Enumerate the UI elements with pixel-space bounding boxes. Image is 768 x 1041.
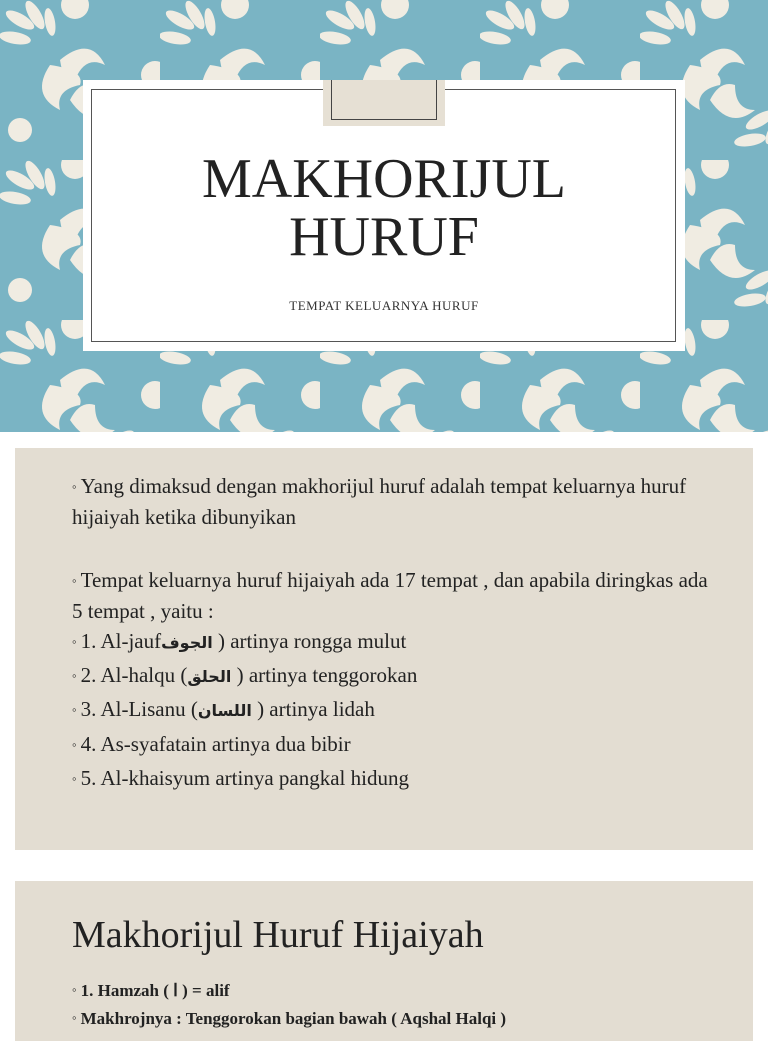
- decorative-tab-box: [331, 80, 437, 120]
- arabic-text: الحلق: [187, 667, 232, 686]
- item-text: 2. Al-halqu (: [80, 663, 188, 687]
- page-title: [83, 150, 685, 266]
- item-text: ) artinya rongga mulut: [212, 629, 407, 653]
- item-text: ) artinya lidah: [251, 697, 375, 721]
- title-line-1: MAKHORIJUL: [202, 148, 566, 210]
- definition-slide: [15, 448, 753, 850]
- title-line-2: HURUF: [289, 206, 479, 268]
- item-text: 3. Al-Lisanu (: [80, 697, 198, 721]
- bullet-icon: ◦: [72, 1010, 77, 1025]
- item-text: 1. Al-jauf: [80, 629, 162, 653]
- list-item: [72, 627, 712, 658]
- item-text: 4. As-syafatain artinya dua bibir: [80, 732, 351, 756]
- item-text: 5. Al-khaisyum artinya pangkal hidung: [80, 766, 409, 790]
- bullet-icon: ◦: [72, 702, 77, 717]
- bullet-icon: ◦: [72, 634, 77, 649]
- list-item: [72, 661, 712, 692]
- bullet-icon: ◦: [72, 982, 77, 997]
- subtitle: TEMPAT KELUARNYA HURUF: [289, 298, 479, 313]
- list-item: [72, 695, 712, 726]
- arabic-text: الجوف: [161, 633, 213, 652]
- list-item: [72, 472, 712, 531]
- list-item: [72, 1005, 712, 1034]
- arabic-text: اللسان: [197, 701, 252, 720]
- list-item: [72, 977, 712, 1006]
- list-item: [72, 730, 712, 761]
- item-text: 1. Hamzah ( ا ) = alif: [80, 981, 230, 1000]
- bullet-icon: ◦: [72, 573, 77, 588]
- item-text: Tempat keluarnya huruf hijaiyah ada 17 tempat , dan apabila diringkas ada 5 tempat , yaitu :: [72, 568, 708, 623]
- title-slide: [0, 0, 768, 432]
- bullet-icon: ◦: [72, 479, 77, 494]
- bullet-icon: ◦: [72, 668, 77, 683]
- item-text: ) artinya tenggorokan: [231, 663, 418, 687]
- item-text: Makhrojnya : Tenggorokan bagian bawah ( Aqshal Halqi ): [80, 1009, 507, 1028]
- bullet-icon: ◦: [72, 737, 77, 752]
- slide-heading: Makhorijul Huruf Hijaiyah: [72, 914, 484, 956]
- hijaiyah-slide: [15, 881, 753, 1041]
- bullet-icon: ◦: [72, 771, 77, 786]
- title-card: [83, 80, 685, 351]
- decorative-tab: [323, 80, 445, 126]
- list-item: [72, 764, 712, 795]
- list-item: [72, 566, 712, 625]
- item-text: Yang dimaksud dengan makhorijul huruf adalah tempat keluarnya huruf hijaiyah ketika dibunyikan: [72, 474, 687, 529]
